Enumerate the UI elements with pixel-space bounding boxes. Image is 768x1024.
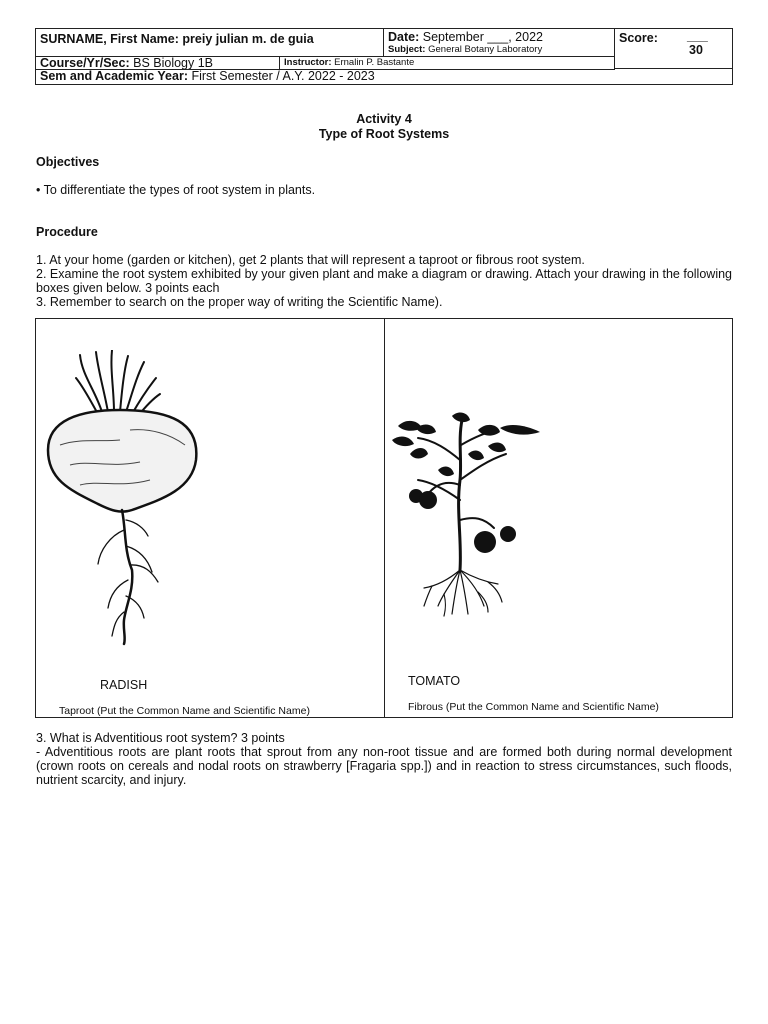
activity-title: Type of Root Systems: [318, 127, 450, 141]
drawing-divider: [384, 318, 385, 718]
date-value: September ___, 2022: [422, 30, 543, 44]
course-value: BS Biology 1B: [133, 57, 214, 70]
instructor-cell: [280, 57, 615, 70]
tomato-illustration: [388, 410, 548, 620]
question-3: 3. What is Adventitious root system? 3 points: [36, 731, 285, 745]
radish-illustration: [40, 350, 210, 650]
instructor-label: Instructor:: [284, 57, 332, 68]
subject-label: Subject:: [388, 44, 426, 55]
subject-value: General Botany Laboratory: [428, 44, 543, 55]
date-subject-cell: [384, 29, 615, 57]
sem-label: Sem and Academic Year:: [40, 70, 188, 83]
left-caption: Taproot (Put the Common Name and Scientific Name): [59, 705, 310, 717]
procedure-step-2: 2. Examine the root system exhibited by your given plant and make a diagram or drawing. Attach your drawing in the following boxes given below. 3 points each: [36, 267, 732, 295]
name-label: SURNAME, First Name:: [40, 32, 179, 46]
score-cell: [615, 29, 732, 69]
header-table: [35, 28, 733, 85]
score-blank: ___: [687, 29, 708, 43]
procedure-step-3: 3. Remember to search on the proper way of writing the Scientific Name).: [36, 295, 443, 309]
date-label: Date:: [388, 30, 420, 44]
right-caption: Fibrous (Put the Common Name and Scientific Name): [408, 701, 659, 713]
name-cell: [36, 29, 384, 57]
course-cell: [36, 57, 280, 70]
score-total: 30: [689, 43, 703, 57]
objectives-heading: Objectives: [36, 155, 100, 169]
name-value: preiy julian m. de guia: [182, 32, 314, 46]
course-label: Course/Yr/Sec:: [40, 57, 130, 70]
sem-value: First Semester / A.Y. 2022 - 2023: [191, 70, 375, 83]
left-plant-name: RADISH: [100, 678, 148, 692]
objective-item: • To differentiate the types of root system in plants.: [36, 183, 316, 197]
instructor-value: Ernalin P. Bastante: [334, 57, 415, 68]
activity-number: Activity 4: [356, 112, 412, 126]
sem-cell: [36, 70, 732, 84]
answer-3: - Adventitious roots are plant roots that sprout from any non-root tissue and are formed both during normal development (crown roots on cereals and nodal roots on strawberry [Fragaria spp.]) and in reaction to stress circumstances, such floods, nutrient scarcity, and injury.: [36, 745, 732, 787]
procedure-heading: Procedure: [36, 225, 98, 239]
procedure-step-1: 1. At your home (garden or kitchen), get 2 plants that will represent a taproot or fibrous root system.: [36, 253, 585, 267]
score-label: Score:: [619, 31, 658, 45]
right-plant-name: TOMATO: [408, 674, 461, 688]
